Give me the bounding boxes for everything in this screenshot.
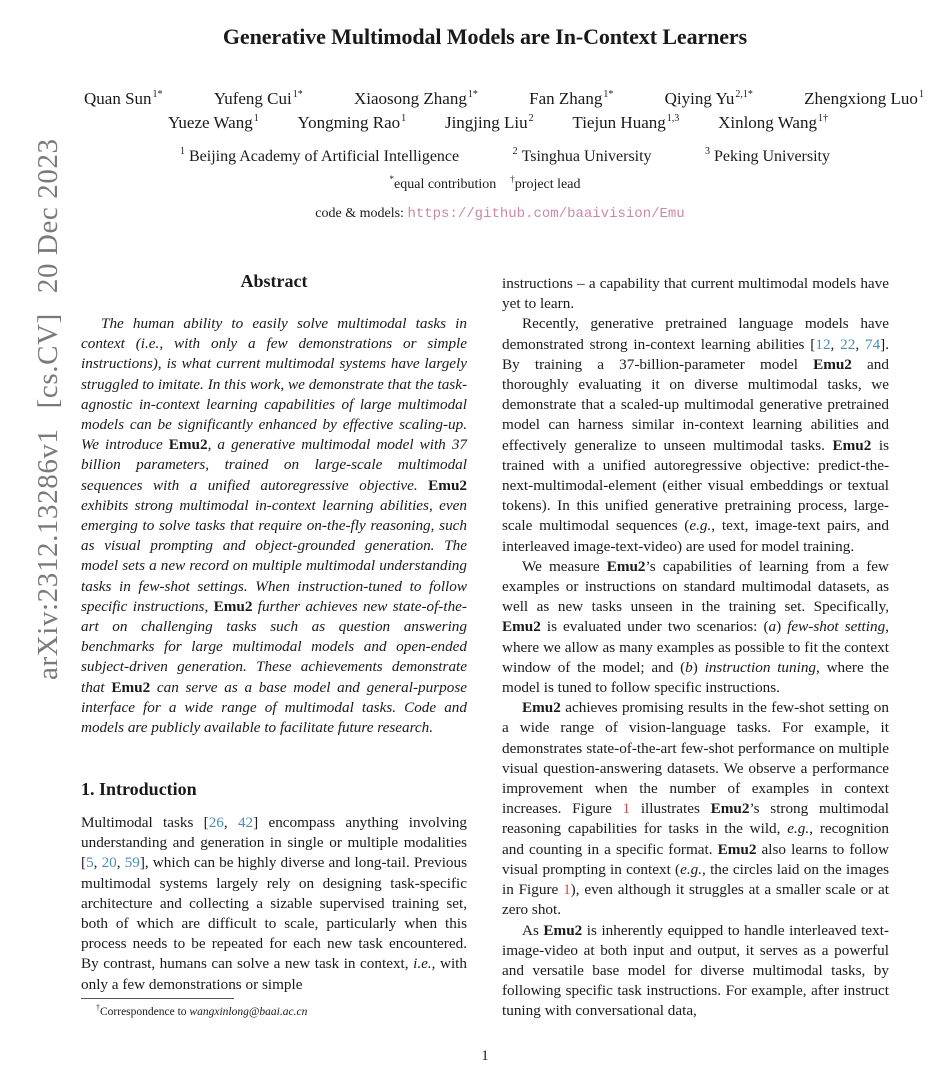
author: [718, 113, 828, 133]
author-list-row-1: [84, 89, 924, 109]
bold-term: Emu2: [606, 557, 646, 575]
author-name: Yongming Rao: [297, 113, 401, 132]
bold-term: Emu2: [813, 355, 852, 373]
italic-term: b: [685, 658, 693, 676]
citation-link[interactable]: 22: [840, 335, 856, 353]
author: [665, 89, 753, 109]
author-mark: 2,1*: [735, 89, 753, 100]
affiliation-number: 3: [705, 146, 710, 157]
italic-term: e.g.: [787, 820, 810, 838]
citation-link[interactable]: 5: [86, 854, 94, 872]
bold-term: Emu2: [717, 840, 757, 858]
italic-term: a: [768, 618, 777, 636]
author: [214, 89, 303, 109]
affiliation-number: 2: [512, 146, 518, 157]
bold-term: Emu2: [111, 678, 151, 696]
code-url-link[interactable]: https://github.com/baaivision/Emu: [407, 206, 685, 222]
italic-term: e.g.: [689, 517, 712, 535]
arxiv-category: [cs.CV]: [32, 313, 64, 409]
author: [354, 89, 478, 109]
author: [445, 113, 534, 133]
affiliation-name: Peking University: [714, 148, 830, 165]
arxiv-date: 20 Dec 2023: [32, 138, 64, 294]
affiliation: [180, 146, 459, 166]
author: [168, 113, 259, 133]
contribution-notes: [0, 174, 939, 193]
author-mark: 1†: [817, 113, 828, 124]
footnote-text: Correspondence to: [100, 1006, 190, 1018]
affiliation-number: 1: [180, 146, 185, 157]
affiliation-name: Beijing Academy of Artificial Intelligence: [189, 148, 460, 165]
abstract-heading: Abstract: [240, 271, 308, 291]
italic-term: i.e.: [413, 955, 432, 973]
bold-term: Emu2: [522, 699, 561, 717]
author: [84, 89, 163, 109]
citation-link[interactable]: 42: [237, 814, 254, 831]
author-mark: 1*: [292, 89, 303, 100]
body-paragraph: Emu2 achieves promising results in the few-shot setting on a wide range of vision-language tasks. For example, it demonstrates state-of-the-art few-shot performance on multiple visual question-answering datasets. We observe a performance improvement when the number of examples in context increases. Figure 1 illustrates Emu2’s strong multimodal reasoning capabilities for tasks in the wild, e.g., recognition and counting in a specific format. Emu2 also learns to follow visual prompting in context (e.g., the circles laid on the images in Figure 1), even although it struggles at a smaller scale or at zero shot.: [502, 699, 889, 919]
affiliation: [513, 146, 652, 166]
page-number: 1: [481, 1048, 489, 1064]
author-name: Jingjing Liu: [444, 113, 528, 132]
code-label: code & models:: [315, 206, 404, 221]
author-name: Fan Zhang: [529, 89, 603, 108]
author-name: Xinlong Wang: [718, 113, 817, 132]
citation-link[interactable]: 74: [864, 335, 881, 353]
bold-term: Emu2: [502, 618, 541, 636]
arxiv-id: arXiv:2312.13286v1: [32, 428, 64, 680]
footnote-email-link[interactable]: wangxinlong@baai.ac.cn: [189, 1006, 308, 1018]
author-mark: 1: [253, 113, 259, 124]
body-paragraph: Recently, generative pretrained language models have demonstrated strong in-context learning abilities [12, 22, 74]. By training a 37-billion-parameter model Emu2 and thoroughly evaluating it on diverse multimodal tasks, we demonstrate that a scaled-up multimodal generative pretrained model can harness similar in-context learning abilities and effectively generalize to unseen multimodal tasks. Emu2 is trained with a unified autoregressive objective: predict-the-next-multimodal-element (either visual embeddings or textual tokens). In this unified generative pretraining process, large-scale multimodal sequences (e.g., text, image-text pairs, and interleaved image-text-video) are used for model training.: [502, 315, 890, 555]
equal-contribution-mark: *: [389, 174, 395, 184]
citation-link[interactable]: 59: [124, 854, 140, 872]
author-name: Yufeng Cui: [213, 89, 292, 108]
project-lead-mark: †: [510, 174, 515, 184]
author-mark: 1: [918, 89, 924, 100]
footnote: [96, 1003, 307, 1018]
affiliations: [180, 146, 830, 166]
author-mark: 1,3: [666, 113, 680, 124]
footnote-rule: [81, 998, 234, 999]
project-lead-text: project lead: [514, 177, 581, 192]
citation-link[interactable]: 26: [208, 814, 224, 831]
figure-reference-link[interactable]: 1: [622, 800, 631, 818]
body-paragraph: We measure Emu2’s capabilities of learning from a few examples or instructions on standard multimodal datasets, as well as new tasks unseen in the training set. Specifically, Emu2 is evaluated under two scenarios: (a) few-shot setting, where we allow as many examples as possible to fit the context window of the model; and (b) instruction tuning, where the model is tuned to follow specific instructions.: [502, 557, 890, 697]
introduction-left-column: [81, 813, 467, 995]
equal-contribution-text: equal contribution: [394, 177, 497, 192]
italic-term: e.g.: [680, 860, 703, 878]
author-name: Xiaosong Zhang: [354, 89, 467, 108]
author-mark: 2: [528, 113, 534, 124]
author-name: Yueze Wang: [168, 113, 253, 132]
author: [529, 89, 613, 109]
author-mark: 1*: [152, 89, 163, 100]
author-name: Tiejun Huang: [572, 113, 666, 132]
bold-term: Emu2: [543, 921, 583, 939]
figure-reference-link[interactable]: 1: [563, 881, 571, 899]
citation-link[interactable]: 12: [815, 335, 831, 353]
abstract-paragraph: The human ability to easily solve multimodal tasks in context (i.e., with only a few demonstrations or simple instructions), is what current multimodal systems have largely struggled to imitate. In this work, we demonstrate that the task-agnostic in-context learning capabilities of large multimodal models can be significantly enhanced by effective scaling-up. We introduce Emu2, a generative multimodal model with 37 billion parameters, trained on large-scale multimodal sequences with a unified autoregressive objective. Emu2 exhibits strong multimodal in-context learning abilities, even emerging to solve tasks that require on-the-fly reasoning, such as visual prompting and object-grounded generation. The model sets a new record on multiple multimodal understanding tasks in few-shot settings. When instruction-tuned to follow specific instructions, Emu2 further achieves new state-of-the-art on challenging tasks such as question answering benchmarks for large multimodal models and open-ended subject-driven generation. These achievements demonstrate that Emu2 can serve as a base model and general-purpose interface for a wide range of multimodal tasks. Code and models are publicly available to facilitate future research.: [81, 315, 468, 737]
affiliation: [705, 146, 830, 166]
author-name: Zhengxiong Luo: [804, 89, 918, 108]
introduction-paragraph: Multimodal tasks [26, 42] encompass anything involving understanding and generation in single or multiple modalities [5, 20, 59], which can be highly diverse and long-tail. Previous multimodal systems largely rely on designing task-specific architecture and collecting a sizable supervised training set, both of which are difficult to scale, particularly when this process needs to be repeated for each new task encountered. By contrast, humans can solve a new task in context, i.e., with only a few demonstrations or simple: [81, 814, 468, 993]
footnote-mark: †: [96, 1003, 100, 1012]
right-column: [502, 274, 889, 1022]
bold-term: Emu2: [710, 800, 750, 818]
bold-term: Emu2: [213, 597, 253, 615]
author-name: Quan Sun: [84, 89, 152, 108]
author: [298, 113, 407, 133]
bold-term: Emu2: [428, 476, 467, 494]
body-paragraph: instructions – a capability that current multimodal models have yet to learn.: [502, 275, 889, 313]
author-mark: 1*: [467, 89, 478, 100]
bold-term: Emu2: [832, 436, 872, 454]
author-list-row-2: [168, 113, 828, 133]
author-name: Qiying Yu: [664, 89, 735, 108]
bold-term: Emu2: [168, 436, 208, 454]
citation-link[interactable]: 20: [101, 854, 117, 872]
code-line: [0, 206, 939, 222]
author-mark: 1*: [603, 89, 614, 100]
affiliation-name: Tsinghua University: [521, 148, 652, 165]
author: [572, 113, 679, 133]
italic-term: few-shot setting: [787, 618, 886, 636]
paper-title: Generative Multimodal Models are In-Context Learners: [222, 24, 748, 49]
italic-term: instruction tuning: [704, 658, 817, 676]
author-mark: 1: [401, 113, 407, 124]
author: [804, 89, 924, 109]
abstract-body: [81, 314, 467, 738]
body-paragraph: As Emu2 is inherently equipped to handle interleaved text-image-video at both input and output, it serves as a powerful and versatile base model for diverse multimodal tasks, by following specific task instructions. For example, after instruct tuning with conversational data,: [502, 921, 889, 1020]
introduction-heading: 1. Introduction: [81, 779, 197, 799]
